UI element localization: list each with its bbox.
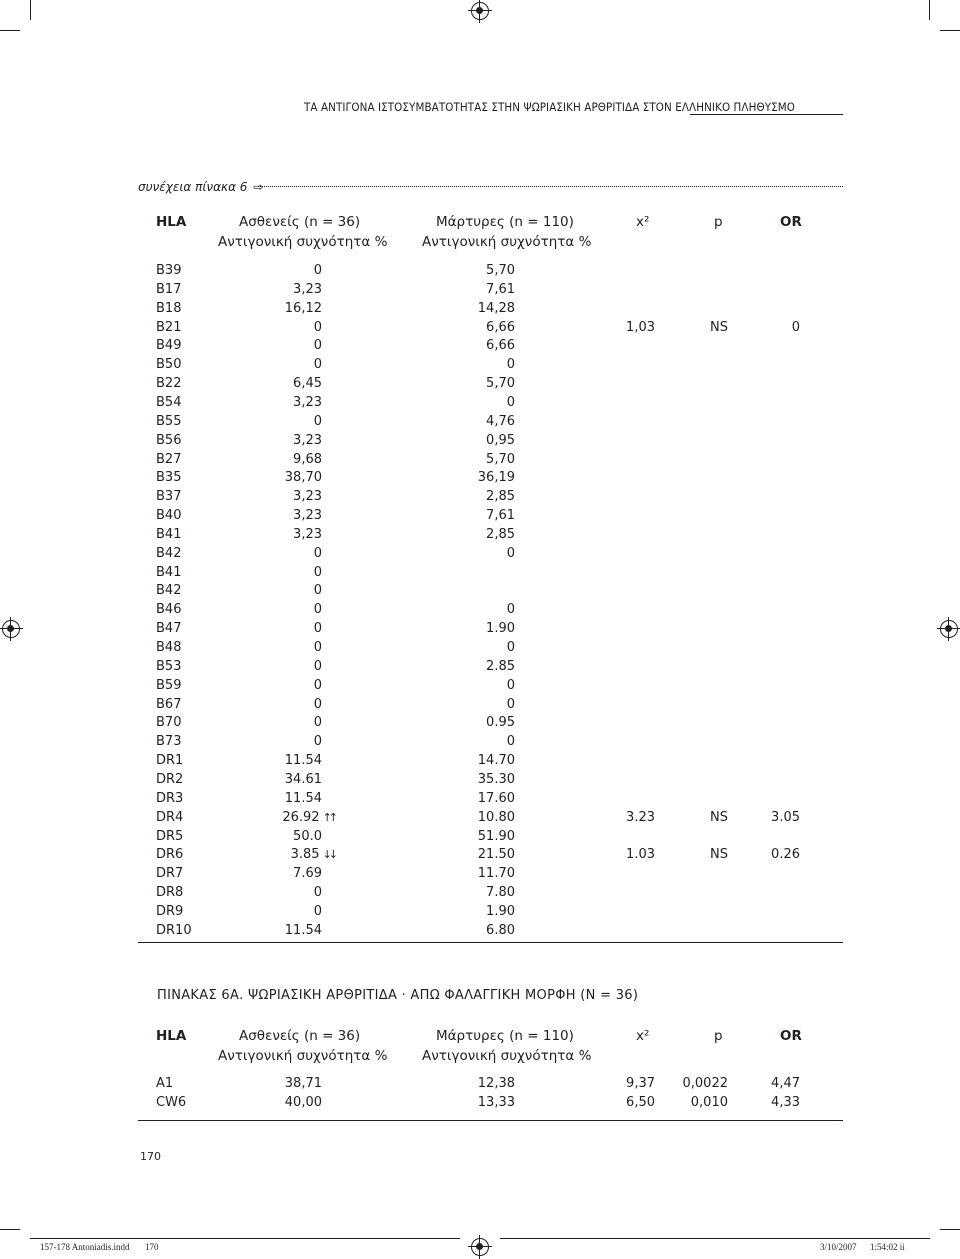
t1-header-controls: Μάρτυρες (n = 110) [436,214,574,230]
cell-patients: 40,00 [284,1095,322,1110]
cell-controls: 0 [506,677,515,693]
cell-patients-wrap [291,845,335,864]
table-row [0,525,960,544]
cell-controls: 0 [506,602,515,618]
cell-hla: B42 [156,545,182,561]
table-row [0,487,960,506]
cell-controls: 5,70 [486,263,515,278]
cell-patients: 11.54 [284,790,322,806]
cell-controls: 6.80 [486,922,515,938]
cell-hla: DR7 [156,866,184,882]
table-row [0,789,960,808]
cell-controls: 35.30 [477,771,515,787]
cell-p: NS [710,847,728,863]
table-row [0,468,960,487]
cell-hla: B37 [156,489,182,505]
cell-patients: 9,68 [293,451,322,467]
table-row [0,902,960,921]
cell-controls: 21.50 [477,847,515,863]
table-row [0,280,960,299]
cell-hla: B73 [156,734,182,750]
cell-patients: 3,23 [293,526,322,542]
cell-patients: 0 [313,263,322,278]
t2-header-x2: x² [636,1028,650,1044]
cell-hla: B27 [156,451,182,467]
cell-patients: 38,71 [284,1076,322,1091]
table-row [0,506,960,525]
cell-or: 4,47 [771,1076,800,1091]
cell-patients: 0 [313,903,322,919]
cell-hla: A1 [156,1076,174,1091]
table-row [0,355,960,374]
running-title: ΤΑ ΑΝΤΙΓΟΝΑ ΙΣΤΟΣΥΜΒΑΤΟΤΗΤΑΣ ΣΤΗΝ ΨΩΡΙΑΣΙΚΗ ΑΡΘΡΙΤΙΔΑ ΣΤΟΝ ΕΛΛΗΝΙΚΟ ΠΛΗΘΥΣΜΟ [304,100,796,114]
cell-controls: 2.85 [486,658,515,674]
cell-patients: 26.92 [282,809,320,825]
t2-header-or: OR [780,1028,802,1044]
table-row [0,638,960,657]
cell-patients: 11.54 [284,922,322,938]
table-row [0,808,960,827]
cell-controls: 0 [506,640,515,655]
cell-controls: 2,85 [486,489,515,505]
t2-header-controls-sub: Αντιγονική συχνότητα % [422,1048,592,1064]
cell-patients: 34.61 [284,771,322,787]
cell-patients: 7.69 [293,866,322,882]
cell-hla: DR4 [156,809,184,825]
cell-hla: B50 [156,357,182,373]
cell-patients: 0 [313,564,322,580]
t2-header-p: p [714,1028,723,1044]
t1-header-or: OR [780,214,802,230]
table-row [0,770,960,789]
cell-controls: 13,33 [477,1095,515,1110]
cell-hla: DR2 [156,771,184,787]
cell-hla: B67 [156,696,182,712]
cell-hla: B41 [156,526,182,542]
table-row [0,412,960,431]
cell-controls: 0 [506,357,515,373]
table-row [0,299,960,318]
cell-patients: 3,23 [293,508,322,524]
cell-controls: 1.90 [486,621,515,637]
cell-p: NS [710,809,728,825]
t1-header-patients-sub: Αντιγονική συχνότητα % [218,234,388,250]
cell-controls: 0 [506,734,515,750]
cell-hla: B17 [156,281,182,297]
table-row [0,563,960,582]
cell-patients-wrap [282,808,335,827]
cell-x2: 9,37 [626,1076,655,1091]
cell-patients: 0 [313,583,322,599]
cell-p: 0,010 [690,1095,728,1110]
cell-hla: B55 [156,413,182,429]
cell-controls: 6,66 [486,319,515,335]
t1-header-p: p [714,214,723,230]
slug-page: 170 [145,1242,159,1252]
continued-label [138,180,263,194]
cell-hla: B49 [156,338,182,354]
cell-controls: 2,85 [486,526,515,542]
cell-x2: 1,03 [626,319,655,335]
cell-controls: 17.60 [477,790,515,806]
cell-controls: 7,61 [486,508,515,524]
cell-controls: 11.70 [477,866,515,882]
cell-controls: 7,61 [486,281,515,297]
arrow-right-icon: ⇨ [253,180,264,194]
cell-patients: 11.54 [284,753,322,769]
double-down-arrow-icon: ↓↓ [322,848,335,862]
cell-patients: 0 [313,734,322,750]
cell-x2: 3.23 [626,809,655,825]
cell-patients: 3.85 [290,847,320,863]
t1-header-controls-sub: Αντιγονική συχνότητα % [422,234,592,250]
cell-hla: B22 [156,376,182,392]
cell-controls: 51.90 [477,828,515,844]
table-row [0,676,960,695]
cell-hla: DR9 [156,903,184,919]
cell-controls: 14.70 [477,753,515,769]
cell-hla: B46 [156,602,182,618]
cell-hla: B41 [156,564,182,580]
table-row [0,581,960,600]
cell-x2: 1.03 [626,847,655,863]
cell-patients: 6,45 [293,376,322,392]
table-row [0,921,960,940]
table2-title: ΠΙΝΑΚΑΣ 6Α. ΨΩΡΙΑΣΙΚΗ ΑΡΘΡΙΤΙΔΑ · ΑΠΩ ΦΑΛΑΓΓΙΚΗ ΜΟΡΦΗ (Ν = 36) [157,988,639,1003]
cell-p: NS [710,319,728,335]
cell-patients: 0 [313,621,322,637]
cell-controls: 0,95 [486,432,515,448]
registration-mark-icon [471,1238,489,1256]
cell-controls: 0.95 [486,715,515,731]
table-row [0,261,960,280]
cell-hla: B21 [156,319,182,335]
cell-p: 0,0022 [682,1076,728,1091]
title-rule [690,114,843,115]
registration-mark-icon [471,2,489,20]
cell-patients: 0 [313,319,322,335]
cell-patients: 16,12 [284,300,322,316]
cell-patients: 0 [313,640,322,655]
cell-patients: 50.0 [293,828,322,844]
table-row [0,544,960,563]
table-row [0,845,960,864]
cell-controls: 4,76 [486,413,515,429]
cell-hla: DR8 [156,885,184,901]
table-row [0,1074,960,1093]
t2-header-patients: Ασθενείς (n = 36) [239,1028,361,1044]
table-row [0,657,960,676]
t1-header-x2: x² [636,214,650,230]
cell-or: 3.05 [771,809,800,825]
cell-controls: 5,70 [486,451,515,467]
cell-or: 0 [791,319,800,335]
cell-hla: B35 [156,470,182,486]
crop-mark [0,30,20,31]
table-row [0,318,960,337]
cell-patients: 0 [313,545,322,561]
cell-patients: 0 [313,413,322,429]
cell-hla: DR3 [156,790,184,806]
table-row [0,600,960,619]
crop-mark [0,1229,20,1230]
cell-hla: DR1 [156,753,184,769]
cell-controls: 10.80 [477,809,515,825]
cell-controls: 7.80 [486,885,515,901]
table-row [0,827,960,846]
table-row [0,713,960,732]
cell-controls: 5,70 [486,376,515,392]
cell-hla: B54 [156,394,182,410]
cell-hla: B39 [156,263,182,278]
table-row [0,864,960,883]
slug-filename: 157-178 Antoniadis.indd [40,1242,130,1252]
cell-hla: B70 [156,715,182,731]
table-row [0,695,960,714]
cell-controls: 6,66 [486,338,515,354]
cell-hla: B18 [156,300,182,316]
double-up-arrow-icon: ↑↑ [322,810,335,824]
slug-date: 3/10/2007 [820,1242,857,1252]
cell-hla: DR10 [156,922,192,938]
cell-or: 4,33 [771,1095,800,1110]
slug-rule [30,1238,460,1239]
cell-patients: 38,70 [284,470,322,486]
cell-patients: 3,23 [293,394,322,410]
cell-hla: B42 [156,583,182,599]
t2-header-patients-sub: Αντιγονική συχνότητα % [218,1048,388,1064]
cell-hla: B47 [156,621,182,637]
cell-patients: 0 [313,602,322,618]
page-number: 170 [140,1150,161,1163]
crop-mark [929,0,930,20]
t1-header-patients: Ασθενείς (n = 36) [239,214,361,230]
table-row [0,393,960,412]
cell-patients: 0 [313,885,322,901]
table2-bottom-rule [138,1120,843,1121]
table1-bottom-rule [138,942,843,943]
table-row [0,732,960,751]
table-row [0,431,960,450]
cell-patients: 3,23 [293,432,322,448]
cell-hla: B59 [156,677,182,693]
slug-rule [500,1238,930,1239]
cell-patients: 3,23 [293,281,322,297]
cell-patients: 0 [313,677,322,693]
t1-header-hla: HLA [156,214,187,230]
cell-hla: B40 [156,508,182,524]
cell-patients: 0 [313,696,322,712]
t2-header-controls: Μάρτυρες (n = 110) [436,1028,574,1044]
cell-hla: DR6 [156,847,184,863]
crop-mark [30,0,31,20]
cell-patients: 0 [313,715,322,731]
table-row [0,450,960,469]
cell-patients: 3,23 [293,489,322,505]
cell-or: 0.26 [771,847,800,863]
table-row [0,751,960,770]
crop-mark [940,30,960,31]
cell-hla: CW6 [156,1095,187,1110]
cell-controls: 0 [506,696,515,712]
cell-hla: B48 [156,640,182,655]
cell-controls: 12,38 [477,1076,515,1091]
dotted-leader [258,186,843,187]
cell-controls: 1.90 [486,903,515,919]
t2-header-hla: HLA [156,1028,187,1044]
cell-hla: B56 [156,432,182,448]
cell-hla: DR5 [156,828,184,844]
cell-patients: 0 [313,357,322,373]
table-row [0,883,960,902]
continued-text: συνέχεια πίνακα 6 [138,180,248,194]
cell-hla: B53 [156,658,182,674]
cell-controls: 14,28 [477,300,515,316]
cell-x2: 6,50 [626,1095,655,1110]
table-row [0,336,960,355]
cell-patients: 0 [313,658,322,674]
slug-time: 1:54:02 ii [870,1242,905,1252]
cell-controls: 36,19 [477,470,515,486]
table-row [0,1093,960,1112]
cell-patients: 0 [313,338,322,354]
cell-controls: 0 [506,394,515,410]
table-row [0,619,960,638]
cell-controls: 0 [506,545,515,561]
table-row [0,374,960,393]
crop-mark [940,1229,960,1230]
